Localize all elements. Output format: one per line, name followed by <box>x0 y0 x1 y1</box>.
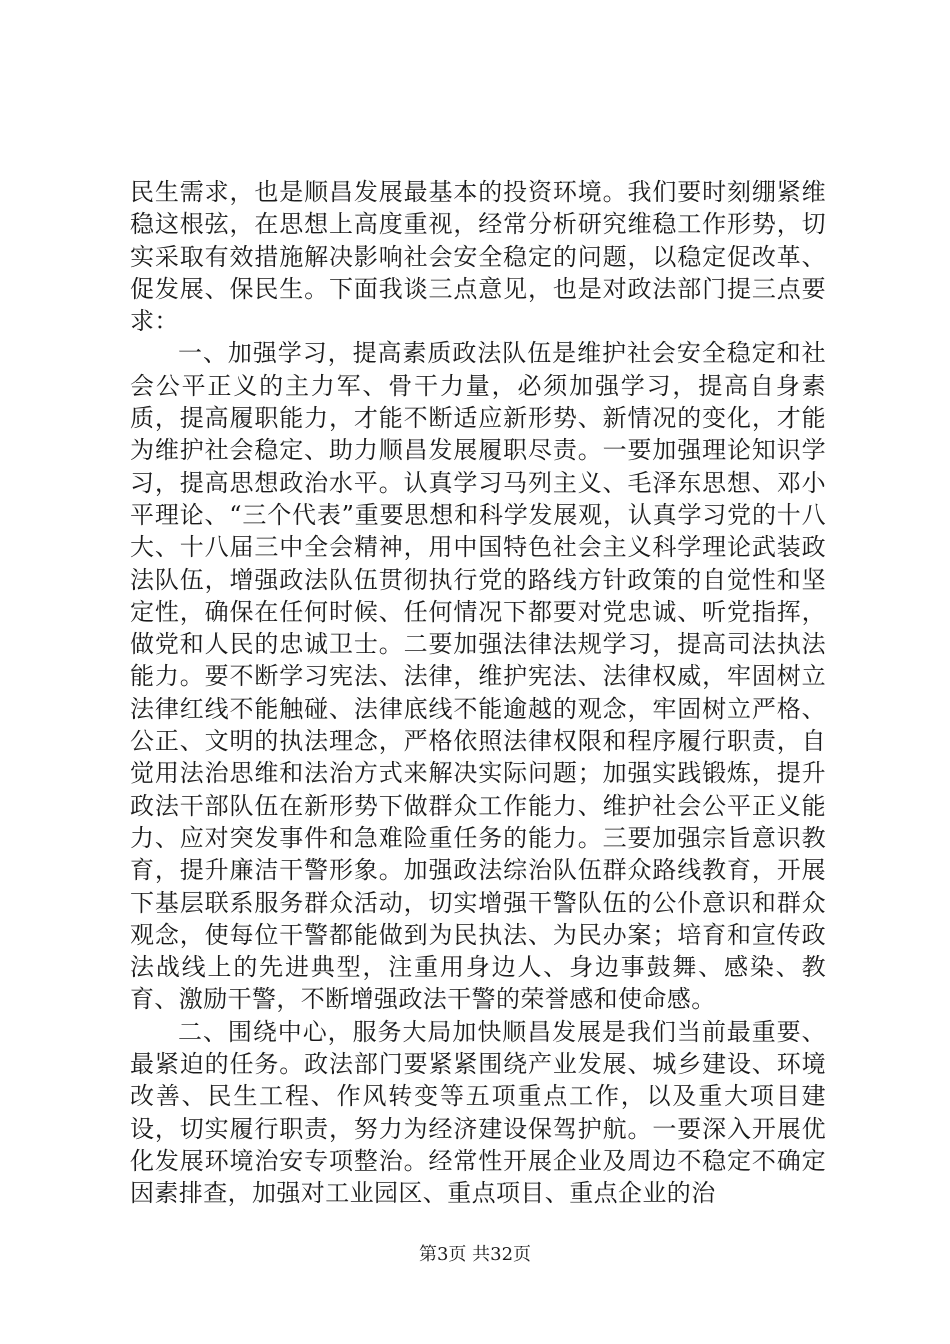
paragraph-1: 民生需求，也是顺昌发展最基本的投资环境。我们要时刻绷紧维稳这根弦，在思想上高度重视，经常分析研究维稳工作形势，切实采取有效措施解决影响社会安全稳定的问题，以稳定促改革、促发展、保民生。下面我谈三点意见，也是对政法部门提三点要求： <box>130 178 826 336</box>
paragraph-3: 二、围绕中心，服务大局加快顺昌发展是我们当前最重要、最紧迫的任务。政法部门要紧紧围绕产业发展、城乡建设、环境改善、民生工程、作风转变等五项重点工作，以及重大项目建设，切实履行职责，努力为经济建设保驾护航。一要深入开展优化发展环境治安专项整治。经常性开展企业及周边不稳定不确定因素排查，加强对工业园区、重点项目、重点企业的治 <box>130 1017 826 1208</box>
paragraph-2: 一、加强学习，提高素质政法队伍是维护社会安全稳定和社会公平正义的主力军、骨干力量，必须加强学习，提高自身素质，提高履职能力，才能不断适应新形势、新情况的变化，才能为维护社会稳定、助力顺昌发展履职尽责。一要加强理论知识学习，提高思想政治水平。认真学习马列主义、毛泽东思想、邓小平理论、“三个代表”重要思想和科学发展观，认真学习党的十八大、十八届三中全会精神，用中国特色社会主义科学理论武装政法队伍，增强政法队伍贯彻执行党的路线方针政策的自觉性和坚定性，确保在任何时候、任何情况下都要对党忠诚、听党指挥，做党和人民的忠诚卫士。二要加强法律法规学习，提高司法执法能力。要不断学习宪法、法律，维护宪法、法律权威，牢固树立法律红线不能触碰、法律底线不能逾越的观念，牢固树立严格、公正、文明的执法理念，严格依照法律权限和程序履行职责，自觉用法治思维和法治方式来解决实际问题；加强实践锻炼，提升政法干部队伍在新形势下做群众工作能力、维护社会公平正义能力、应对突发事件和急难险重任务的能力。三要加强宗旨意识教育，提升廉洁干警形象。加强政法综治队伍群众路线教育，开展下基层联系服务群众活动，切实增强干警队伍的公仆意识和群众观念，使每位干警都能做到为民执法、为民办案；培育和宣传政法战线上的先进典型，注重用身边人、身边事鼓舞、感染、教育、激励干警，不断增强政法干警的荣誉感和使命感。 <box>130 339 826 1014</box>
page-number-footer: 第3页 共32页 <box>418 1244 532 1265</box>
document-body <box>130 176 826 1210</box>
